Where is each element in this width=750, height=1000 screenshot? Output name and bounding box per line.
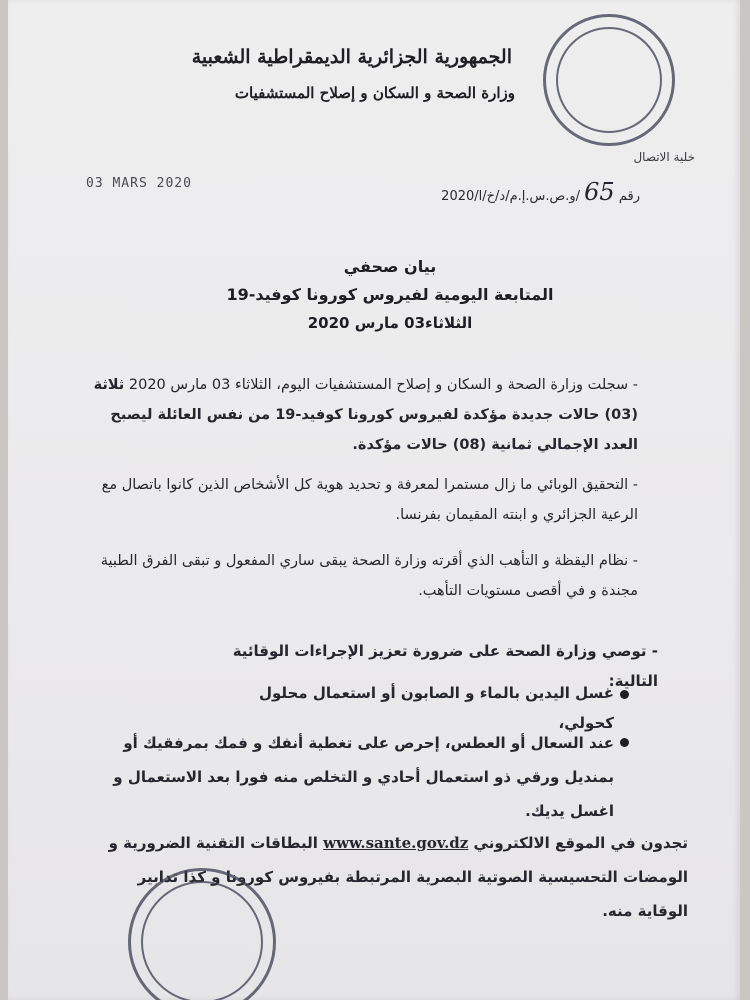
reference-number	[420, 178, 640, 206]
reference-handwritten-number: 65	[584, 178, 615, 206]
date-stamp: 03 MARS 2020	[86, 176, 192, 191]
paragraph-cases-bold: ثلاثة (03) حالات جديدة مؤكدة لفيروس كورونا كوفيد-19 من نفس العائلة ليصبح العدد الإجمالي ثمانية (08) حالات مؤكدة.	[93, 377, 638, 453]
bullet-handwashing: غسل اليدين بالماء و الصابون أو استعمال محلول كحولي،	[258, 684, 614, 732]
title-line-2: المتابعة اليومية لفيروس كورونا كوفيد-19	[226, 285, 554, 304]
republic-header: الجمهورية الجزائرية الديمقراطية الشعبية	[191, 46, 512, 68]
title-line-1: بيان صحفي	[343, 257, 437, 276]
website-link[interactable]: www.sante.gov.dz	[323, 834, 469, 852]
paragraph-cases-intro: سجلت وزارة الصحة و السكان و إصلاح المستشفيات اليوم، الثلاثاء 03 مارس 2020	[128, 377, 629, 393]
website-text-before: تجدون في الموقع الالكتروني	[473, 834, 688, 852]
ministry-header: وزارة الصحة و السكان و إصلاح المستشفيات	[234, 84, 515, 102]
bullet-cough-etiquette: عند السعال أو العطس، إحرص على تغطية أنفك و فمك بمرفقيك أو بمنديل ورقي ذو استعمال أحادي و التخلص منه فورا بعد الاستعمال و اغسل يديك.	[113, 734, 614, 820]
bullet-dot	[620, 690, 629, 699]
reference-prefix: رقم	[618, 189, 640, 204]
official-seal-top	[543, 14, 675, 146]
paragraph-recommendations: - توصي وزارة الصحة على ضرورة تعزيز الإجراءات الوقائية التالية:	[200, 636, 658, 696]
paragraph-investigation: - التحقيق الوبائي ما زال مستمرا لمعرفة و تحديد هوية كل الأشخاص الذين كانوا باتصال مع الرعية الجزائري و ابنته المقيمان بفرنسا.	[78, 470, 638, 530]
paragraph-vigilance: - نظام اليقظة و التأهب الذي أقرته وزارة الصحة يبقى ساري المفعول و تبقى الفرق الطبية مجندة و في أقصى مستويات التأهب.	[78, 546, 638, 606]
paragraph-cases	[78, 370, 638, 460]
website-text-after: البطاقات التقنية الضرورية و الومضات التحسيسية الصوتية البصرية المرتبطة بفيروس كورونا و كذا تدابير الوقاية منه.	[108, 834, 688, 920]
reference-code: /و.ص.س.إ.م/د/خ/ا/2020	[441, 189, 581, 204]
title-date: الثلاثاء03 مارس 2020	[307, 314, 473, 332]
communication-cell-label: خلية الاتصال	[633, 150, 695, 164]
bullet-dot	[620, 738, 629, 747]
press-release-title	[190, 253, 590, 337]
